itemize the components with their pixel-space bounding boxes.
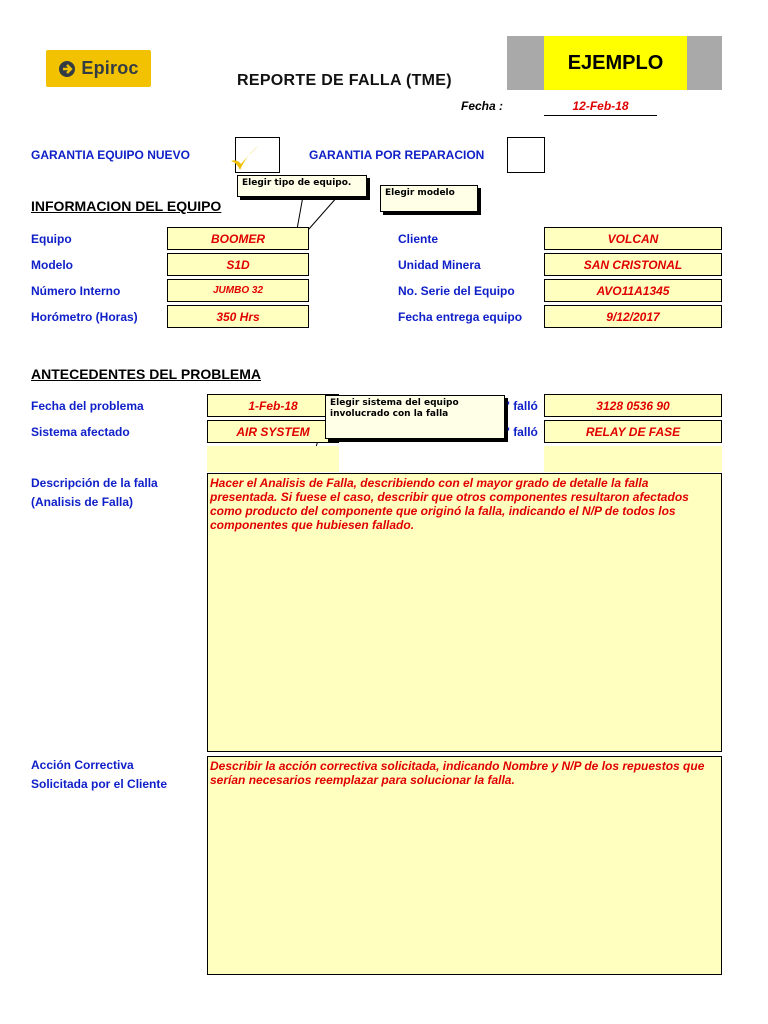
serie-equipo-field[interactable]: AVO11A1345 xyxy=(544,279,722,302)
descripcion-textarea[interactable]: Hacer el Analisis de Falla, describiendo con el mayor grado de detalle la falla presentada. Si fuese el caso, describir que otros componentes resultaron afectados como producto del componente que originó la falla, indicando el N/P de todos los componentes que hubiesen fallado. xyxy=(207,473,722,752)
numero-interno-field[interactable]: JUMBO 32 xyxy=(167,279,309,302)
unidad-minera-label: Unidad Minera xyxy=(398,258,481,272)
fecha-value[interactable]: 12-Feb-18 xyxy=(544,99,657,116)
logo-text: Epiroc xyxy=(81,58,139,78)
cliente-label: Cliente xyxy=(398,232,439,246)
horometro-label: Horómetro (Horas) xyxy=(31,310,138,324)
equipo-label: Equipo xyxy=(31,232,72,246)
modelo-label: Modelo xyxy=(31,258,73,272)
page-title: REPORTE DE FALLA (TME) xyxy=(237,72,452,89)
blank-cell-right[interactable] xyxy=(544,446,722,472)
accion-label-1: Acción Correctiva xyxy=(31,758,134,772)
sistema-afectado-label: Sistema afectado xyxy=(31,425,130,439)
accion-label-2: Solicitada por el Cliente xyxy=(31,777,168,791)
example-badge: EJEMPLO xyxy=(544,36,687,90)
section-equipo-heading: INFORMACION DEL EQUIPO xyxy=(31,198,222,214)
blank-cell-left[interactable] xyxy=(207,446,339,472)
componente-nombre-field[interactable]: RELAY DE FASE xyxy=(544,420,722,443)
fecha-problema-label: Fecha del problema xyxy=(31,399,144,413)
descripcion-label-1: Descripción de la falla xyxy=(31,476,158,490)
unidad-minera-field[interactable]: SAN CRISTONAL xyxy=(544,253,722,276)
fecha-entrega-field[interactable]: 9/12/2017 xyxy=(544,305,722,328)
descripcion-label-2: (Analisis de Falla) xyxy=(31,495,134,509)
cliente-field[interactable]: VOLCAN xyxy=(544,227,722,250)
tooltip-modelo: Elegir modelo xyxy=(380,185,478,212)
fecha-entrega-label: Fecha entrega equipo xyxy=(398,310,523,324)
warranty-new-label: GARANTIA EQUIPO NUEVO xyxy=(31,148,190,162)
horometro-field[interactable]: 350 Hrs xyxy=(167,305,309,328)
componente-np-field[interactable]: 3128 0536 90 xyxy=(544,394,722,417)
tooltip-sistema: Elegir sistema del equipo involucrado con la falla xyxy=(325,395,505,439)
modelo-field[interactable]: S1D xyxy=(167,253,309,276)
numero-interno-label: Número Interno xyxy=(31,284,121,298)
equipo-field[interactable]: BOOMER xyxy=(167,227,309,250)
section-problema-heading: ANTECEDENTES DEL PROBLEMA xyxy=(31,366,261,382)
fallo-label-2: ' falló xyxy=(507,425,538,439)
sistema-afectado-field[interactable]: AIR SYSTEM xyxy=(207,420,339,443)
fecha-label: Fecha : xyxy=(461,99,504,113)
serie-equipo-label: No. Serie del Equipo xyxy=(398,284,515,298)
fallo-label-1: ' falló xyxy=(507,399,538,413)
fecha-problema-field[interactable]: 1-Feb-18 xyxy=(207,394,339,417)
warranty-repair-label: GARANTIA POR REPARACION xyxy=(309,148,485,162)
tooltip-equipo: Elegir tipo de equipo. xyxy=(237,175,367,197)
accion-textarea[interactable]: Describir la acción correctiva solicitada, indicando Nombre y N/P de los repuestos que serían necesarios reemplazar para solucionar la falla. xyxy=(207,756,722,975)
